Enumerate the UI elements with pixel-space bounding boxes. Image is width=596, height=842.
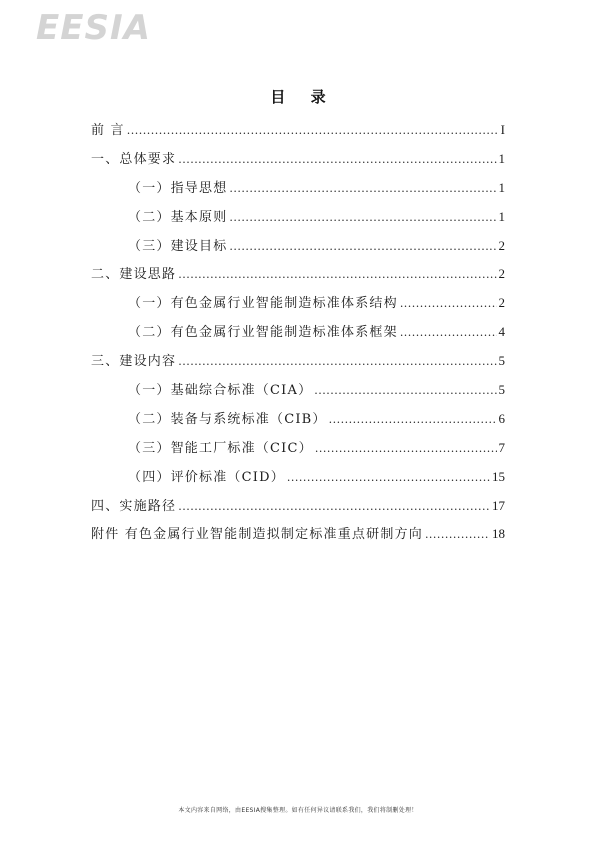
toc-entry[interactable] — [91, 119, 505, 148]
toc-entry-label: 一、总体要求 — [91, 151, 177, 167]
toc-entry[interactable] — [91, 263, 505, 292]
toc-entry-page-number: 1 — [498, 208, 505, 224]
toc-entry-label: （四）评价标准（CID） — [128, 469, 285, 485]
toc-entry-page-number: 5 — [498, 353, 505, 369]
toc-entry-label: （一）有色金属行业智能制造标准体系结构 — [128, 296, 398, 312]
toc-entry[interactable] — [91, 350, 505, 379]
toc-leader-dots — [229, 211, 496, 224]
toc-entry-page-number: 4 — [498, 324, 505, 340]
toc-leader-dots — [287, 471, 490, 484]
toc-leader-dots — [178, 153, 496, 166]
toc-entry-label: （二）有色金属行业智能制造标准体系框架 — [128, 325, 398, 341]
toc-leader-dots — [314, 384, 496, 397]
toc-entry[interactable] — [91, 292, 505, 321]
toc-entry[interactable] — [91, 495, 505, 524]
toc-entry-page-number: 6 — [498, 410, 505, 426]
toc-leader-dots — [315, 442, 497, 455]
toc-entry-page-number: 2 — [498, 295, 505, 311]
eesia-logo: EESIA — [36, 8, 151, 48]
toc-entry-page-number: 17 — [492, 497, 505, 513]
toc-entry-label: 四、实施路径 — [91, 498, 177, 514]
toc-leader-dots — [178, 268, 496, 281]
toc-entry-page-number: I — [500, 122, 505, 137]
toc-entry-label: （三）智能工厂标准（CIC） — [128, 440, 313, 456]
toc-entry-label: （一）基础综合标准（CIA） — [128, 383, 313, 399]
toc-entry-label: （二）基本原则 — [128, 209, 228, 225]
toc-entry[interactable] — [91, 437, 505, 466]
toc-entry[interactable] — [91, 206, 505, 235]
toc-leader-dots — [400, 326, 497, 339]
toc-entry[interactable] — [91, 379, 505, 408]
toc-leader-dots — [425, 528, 490, 541]
toc-entry-page-number: 2 — [498, 266, 505, 282]
toc-leader-dots — [178, 355, 496, 368]
toc-leader-dots — [127, 124, 499, 137]
toc-entry[interactable] — [91, 148, 505, 177]
toc-entry-page-number: 18 — [492, 526, 505, 542]
toc-leader-dots — [400, 297, 497, 310]
toc-entry[interactable] — [91, 321, 505, 350]
table-of-contents — [91, 119, 505, 552]
toc-entry[interactable] — [91, 466, 505, 495]
toc-entry-page-number: 2 — [498, 237, 505, 253]
toc-entry-label: 二、建设思路 — [91, 267, 177, 283]
toc-entry[interactable] — [91, 523, 505, 552]
toc-entry-label: 附件 有色金属行业智能制造拟制定标准重点研制方向 — [91, 527, 423, 543]
toc-entry-label: 前 言 — [91, 123, 125, 138]
footer-disclaimer: 本文内容来自网络，由EESIA搜集整理。如有任何异议请联系我们，我们将制删处理！ — [178, 807, 418, 814]
toc-leader-dots — [329, 413, 497, 426]
toc-entry-page-number: 1 — [498, 179, 505, 195]
toc-entry[interactable] — [91, 177, 505, 206]
toc-entry-page-number: 15 — [492, 468, 505, 484]
toc-leader-dots — [178, 500, 490, 513]
toc-leader-dots — [229, 240, 496, 253]
toc-entry[interactable] — [91, 408, 505, 437]
toc-leader-dots — [229, 182, 496, 195]
toc-entry-page-number: 1 — [498, 150, 505, 166]
toc-entry[interactable] — [91, 235, 505, 264]
toc-entry-page-number: 7 — [498, 439, 505, 455]
toc-entry-label: （一）指导思想 — [128, 180, 228, 196]
toc-entry-label: （二）装备与系统标准（CIB） — [128, 411, 327, 427]
toc-title: 目 录 — [270, 88, 336, 106]
toc-entry-page-number: 5 — [498, 382, 505, 398]
toc-entry-label: 三、建设内容 — [91, 354, 177, 370]
toc-entry-label: （三）建设目标 — [128, 238, 228, 254]
